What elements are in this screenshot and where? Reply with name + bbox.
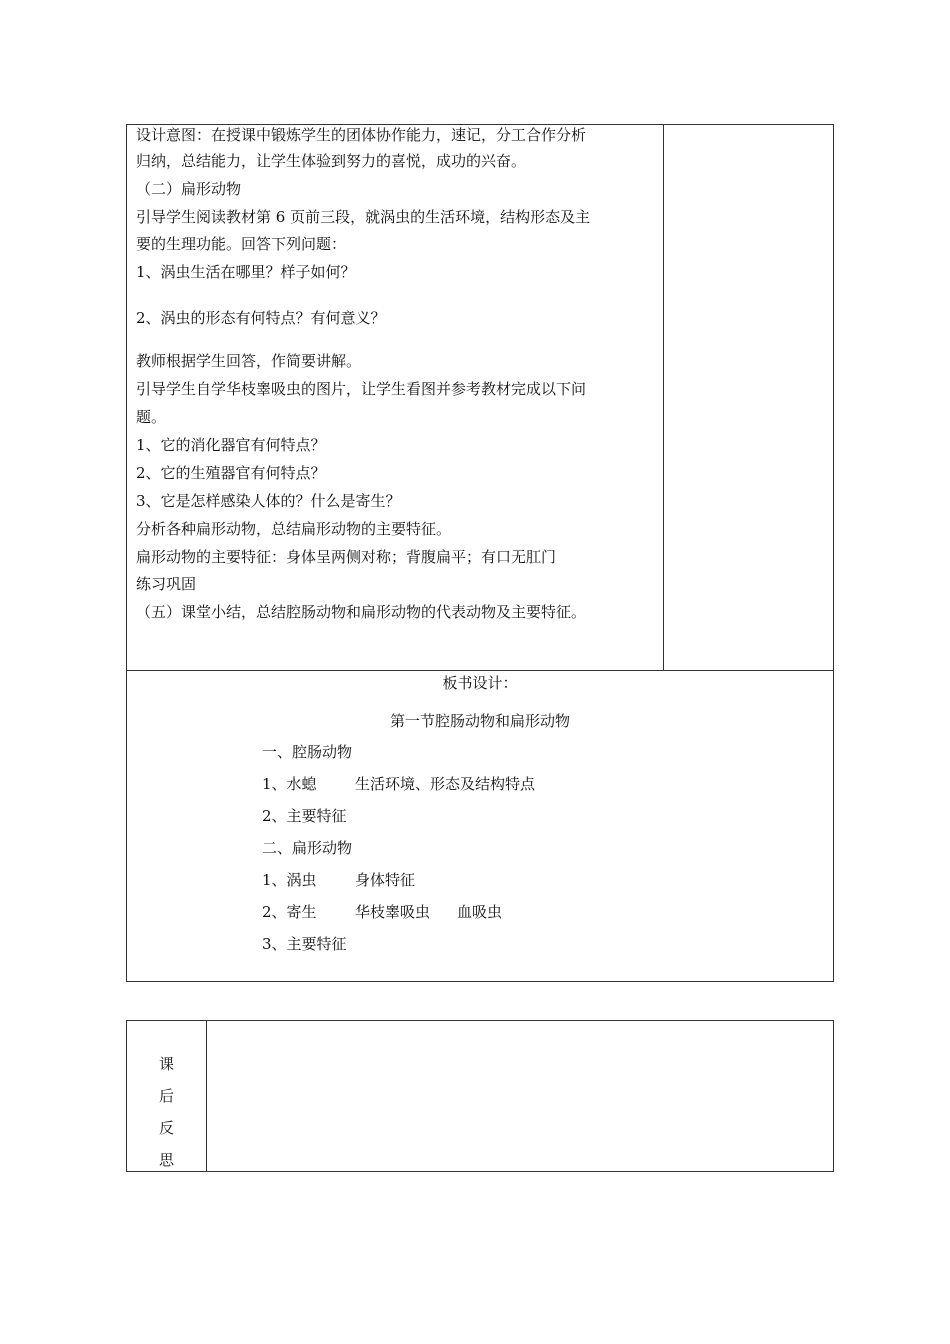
lesson-line: 1、它的消化器官有何特点？ bbox=[136, 436, 326, 454]
lesson-line: 归纳，总结能力，让学生体验到努力的喜悦，成功的兴奋。 bbox=[136, 152, 527, 170]
board-item: 二、扁形动物 bbox=[262, 839, 353, 857]
lesson-line: 教师根据学生回答，作简要讲解。 bbox=[136, 352, 362, 370]
reflection-label-char: 课 bbox=[158, 1055, 174, 1073]
reflection-label-char: 思 bbox=[158, 1151, 174, 1169]
reflection-label-char: 反 bbox=[158, 1119, 174, 1137]
lesson-line: 2、涡虫的形态有何特点？有何意义？ bbox=[136, 309, 386, 327]
lesson-line: 分析各种扁形动物，总结扁形动物的主要特征。 bbox=[136, 520, 452, 538]
board-item: 生活环境、形态及结构特点 bbox=[355, 775, 536, 793]
board-item: 血吸虫 bbox=[457, 903, 503, 921]
board-title: 第一节腔肠动物和扁形动物 bbox=[389, 712, 570, 730]
reflection-label-char: 后 bbox=[158, 1087, 174, 1105]
reflection-table bbox=[126, 1020, 834, 1172]
reflection-divider bbox=[206, 1021, 207, 1171]
board-item: 1、水螅 bbox=[262, 775, 317, 793]
board-item: 2、寄生 bbox=[262, 903, 317, 921]
board-heading: 板书设计： bbox=[442, 674, 518, 692]
board-item: 3、主要特征 bbox=[262, 935, 347, 953]
lesson-line: 3、它是怎样感染人体的？什么是寄生？ bbox=[136, 492, 401, 510]
column-divider bbox=[663, 125, 664, 671]
board-item: 身体特征 bbox=[355, 871, 416, 889]
lesson-line: 练习巩固 bbox=[136, 575, 197, 593]
lesson-line: 要的生理功能。回答下列问题： bbox=[136, 235, 347, 253]
lesson-line: 题。 bbox=[136, 408, 167, 426]
board-item: 华枝睾吸虫 bbox=[355, 903, 431, 921]
board-item: 2、主要特征 bbox=[262, 807, 347, 825]
lesson-line: 设计意图：在授课中锻炼学生的团体协作能力，速记，分工合作分析 bbox=[136, 126, 587, 144]
lesson-line: 引导学生阅读教材第 6 页前三段，就涡虫的生活环境，结构形态及主 bbox=[136, 208, 591, 226]
lesson-table bbox=[126, 124, 834, 982]
lesson-line: 扁形动物的主要特征：身体呈两侧对称；背腹扁平；有口无肛门 bbox=[136, 548, 557, 566]
row-divider bbox=[127, 670, 833, 671]
board-item: 1、涡虫 bbox=[262, 871, 317, 889]
lesson-line: （五）课堂小结，总结腔肠动物和扁形动物的代表动物及主要特征。 bbox=[136, 603, 587, 621]
board-item: 一、腔肠动物 bbox=[262, 743, 353, 761]
lesson-line: 引导学生自学华枝睾吸虫的图片，让学生看图并参考教材完成以下问 bbox=[136, 380, 587, 398]
lesson-line: 2、它的生殖器官有何特点？ bbox=[136, 464, 326, 482]
lesson-line: 1、涡虫生活在哪里？样子如何？ bbox=[136, 263, 356, 281]
lesson-line: （二）扁形动物 bbox=[136, 180, 242, 198]
